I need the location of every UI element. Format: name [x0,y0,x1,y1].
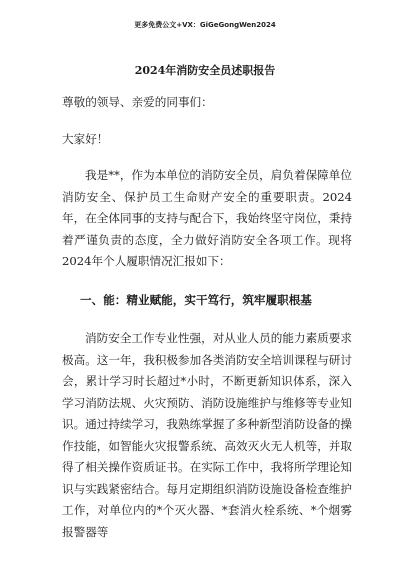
section-body-paragraph: 消防安全工作专业性强，对从业人员的能力素质要求极高。这一年，我积极参加各类消防安全培训课程与研讨会，累计学习时长超过*小时，不断更新知识体系，深入学习消防法规、火灾预防、消防设施维护与维修等专业知识。通过持续学习，我熟练掌握了多种新型消防设备的操作技能，如智能火灾报警系统、高效灭火无人机等，并取得了相关操作资质证书。在实际工作中，我将所学理论知识与实践紧密结合。每月定期组织消防设施设备检查维护工作，对单位内的*个灭火器、*套消火栓系统、*个烟雾报警器等 [62,331,352,539]
document-title: 2024年消防安全员述职报告 [134,64,276,77]
intro-paragraph: 我是**，作为本单位的消防安全员，肩负着保障单位消防安全、保护员工生命财产安全的重要职责。2024年，在全体同事的支持与配合下，我始终坚守岗位，秉持着严谨负责的态度，全力做好消防安全各项工作。现将2024年个人履职情况汇报如下： [62,168,352,268]
watermark-text: 更多免费公文+VX：GiGeGongWen2024 [134,21,276,29]
salutation: 尊敬的领导、亲爱的同事们： [62,95,213,109]
greeting: 大家好！ [62,132,109,146]
section-heading: 一、能：精业赋能，实干笃行，筑牢履职根基 [80,293,312,307]
